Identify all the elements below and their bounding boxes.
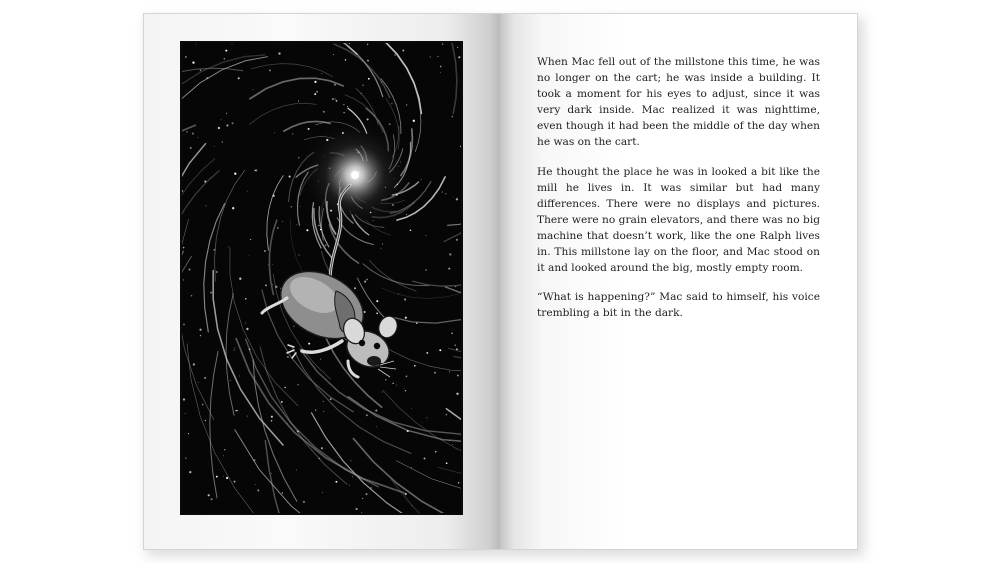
star [232,122,234,124]
star [318,225,319,226]
star [382,244,383,245]
star [306,229,308,231]
star [406,376,408,378]
star [224,449,225,450]
star [293,326,294,327]
star [367,60,369,62]
star [245,323,246,324]
star [332,98,334,100]
star [198,382,199,383]
star [347,106,348,107]
right-page [500,13,858,550]
star [224,58,225,59]
star [343,112,345,114]
star [232,207,234,209]
star [239,278,241,280]
star [335,99,336,100]
star [375,410,377,412]
star [457,375,459,377]
star [281,401,283,403]
star [451,116,453,118]
star [206,77,208,79]
star [314,93,316,95]
star [287,424,288,425]
star [456,198,458,200]
star [273,195,275,197]
star [416,322,417,323]
story-text [537,54,820,334]
illustration-frame [180,41,463,515]
star [445,193,446,194]
star [404,298,406,300]
star [366,279,368,281]
star [411,408,412,409]
star [272,264,273,265]
star [404,388,405,389]
star [214,146,215,147]
star [437,56,438,57]
star [424,458,426,460]
star [323,411,324,412]
star [412,505,413,506]
star [396,385,397,386]
star [439,349,441,351]
star [232,44,233,45]
star [421,179,422,180]
star [314,81,316,83]
star [323,401,324,402]
star [188,433,189,434]
star [308,128,310,130]
paragraph-1: When Mac fell out of the millstone this time, he was no longer on the cart; he was inside a building. It took a moment for his eyes to adjust, since it was very dark inside. Mac realized it was nighttime, even though it had been the middle of the day when he was on the cart. [537,56,820,149]
star [183,398,185,400]
star [186,131,188,133]
star [234,173,236,175]
star [376,426,377,427]
star [354,287,356,289]
star [183,247,185,249]
star [228,247,229,248]
star [440,72,441,73]
star [239,376,240,377]
star [457,47,458,48]
star [323,111,325,113]
star [271,420,273,422]
star [282,492,283,493]
star [440,66,442,68]
star [222,141,223,142]
star [308,343,310,345]
star [367,44,368,45]
star [315,409,316,410]
star [411,467,412,468]
star [205,205,206,206]
star [349,43,350,44]
star [214,249,216,251]
star [449,371,450,372]
star [192,61,194,63]
star [218,127,220,129]
star [298,101,299,102]
star [376,312,378,314]
star [402,50,404,52]
star [183,324,185,326]
star [287,356,289,358]
star [196,44,197,45]
star [356,508,358,510]
star [192,133,194,135]
star [234,481,236,483]
star [334,84,336,86]
star [233,412,234,413]
star [253,89,254,90]
star [336,100,338,102]
star [216,271,218,273]
star [425,235,426,236]
star [434,372,436,374]
star [389,123,391,125]
star [249,256,250,257]
star [406,104,407,105]
star [210,291,212,293]
star [446,414,448,416]
star [448,268,450,270]
star [255,377,256,378]
star [247,191,248,192]
star [391,103,392,104]
star [364,281,366,283]
mouse-vortex-illustration [182,43,461,513]
star [361,93,362,94]
star [362,498,363,499]
star [291,206,292,207]
star [335,481,337,483]
star [249,348,250,349]
star [230,380,231,381]
star [446,462,448,464]
star [442,43,443,44]
star [185,56,186,57]
star [458,482,460,484]
star [271,473,272,474]
star [275,286,277,288]
star [455,286,456,287]
star [456,393,458,395]
star [430,56,431,57]
star [226,477,228,479]
star [264,250,266,252]
star [253,459,255,461]
star [200,335,201,336]
star [456,348,458,350]
light-core [351,171,359,179]
star [204,377,206,379]
star [321,447,323,449]
star [456,239,458,241]
star [316,91,317,92]
paragraph-2: He thought the place he was in looked a bit like the mill he lives in. It was similar but had many differences. There were no displays and pictures. There were no grain elevators, and there was no big machine that doesn’t work, like the one Ralph lives in. This millstone lay on the floor, and Mac stood on it and looked around the big, mostly empty room. [537,165,820,275]
left-page [143,13,500,550]
star [413,120,415,122]
star [320,359,321,360]
star [193,363,195,365]
star [238,77,240,79]
star [223,455,224,456]
star [407,430,409,432]
star [216,476,218,478]
star [272,285,273,286]
star [250,239,251,240]
star [277,227,279,229]
star [190,147,192,149]
star [368,78,370,80]
star [385,379,387,381]
star [426,417,427,418]
star [265,284,267,286]
star [269,69,271,71]
star [366,414,368,416]
star [454,344,455,345]
star [221,119,222,120]
star [345,59,347,61]
star [380,248,381,249]
star [296,224,297,225]
star [211,498,213,500]
star [435,451,437,453]
star [296,469,297,470]
star [362,84,363,85]
star [318,458,320,460]
star [405,390,406,391]
star [183,279,184,280]
star [223,476,224,477]
star [204,180,206,182]
star [226,113,227,114]
star [255,484,256,485]
star [381,82,382,83]
star [199,329,201,331]
star [405,317,407,319]
star [333,54,334,55]
star [184,134,185,135]
star [246,328,248,330]
star [365,493,367,495]
star [442,191,443,192]
star [225,50,227,52]
star [322,492,323,493]
paragraph-3: “What is happening?” Mac said to himself, his voice trembling a bit in the dark. [537,291,820,320]
star [452,444,453,445]
star [274,133,275,134]
star [325,245,327,247]
star [300,206,301,207]
star [235,410,237,412]
star [271,416,273,418]
star [376,300,378,302]
star [453,197,454,198]
star [352,476,353,477]
star [205,420,206,421]
star [297,384,298,385]
star [200,70,201,71]
star [392,383,393,384]
star [330,398,332,400]
star [189,471,191,473]
star [255,169,257,171]
star [406,214,407,215]
star [449,253,451,255]
star [292,133,293,134]
star [268,264,269,265]
star [449,440,450,441]
star [234,349,235,350]
star [405,493,407,495]
star [298,254,299,255]
star [371,487,372,488]
star [282,221,283,222]
star [226,124,228,126]
star [320,229,322,231]
star [398,293,399,294]
star [303,501,305,503]
star [350,460,351,461]
star [382,391,383,392]
star [410,229,412,231]
star [284,387,285,388]
star [458,56,460,58]
star [245,298,247,300]
star [426,352,428,354]
star [297,430,299,432]
star [451,333,452,334]
star [394,54,395,55]
star [278,52,280,54]
star [185,457,187,459]
star [422,422,423,423]
star [202,404,204,406]
star [257,489,259,491]
star [188,268,190,270]
star [208,494,210,496]
star [198,137,199,138]
star [234,347,235,348]
star [343,104,344,105]
star [425,269,427,271]
star [185,413,186,414]
star [191,295,193,297]
star [289,176,291,178]
star [414,365,416,367]
star [247,416,248,417]
star [349,485,350,486]
star [321,73,322,74]
